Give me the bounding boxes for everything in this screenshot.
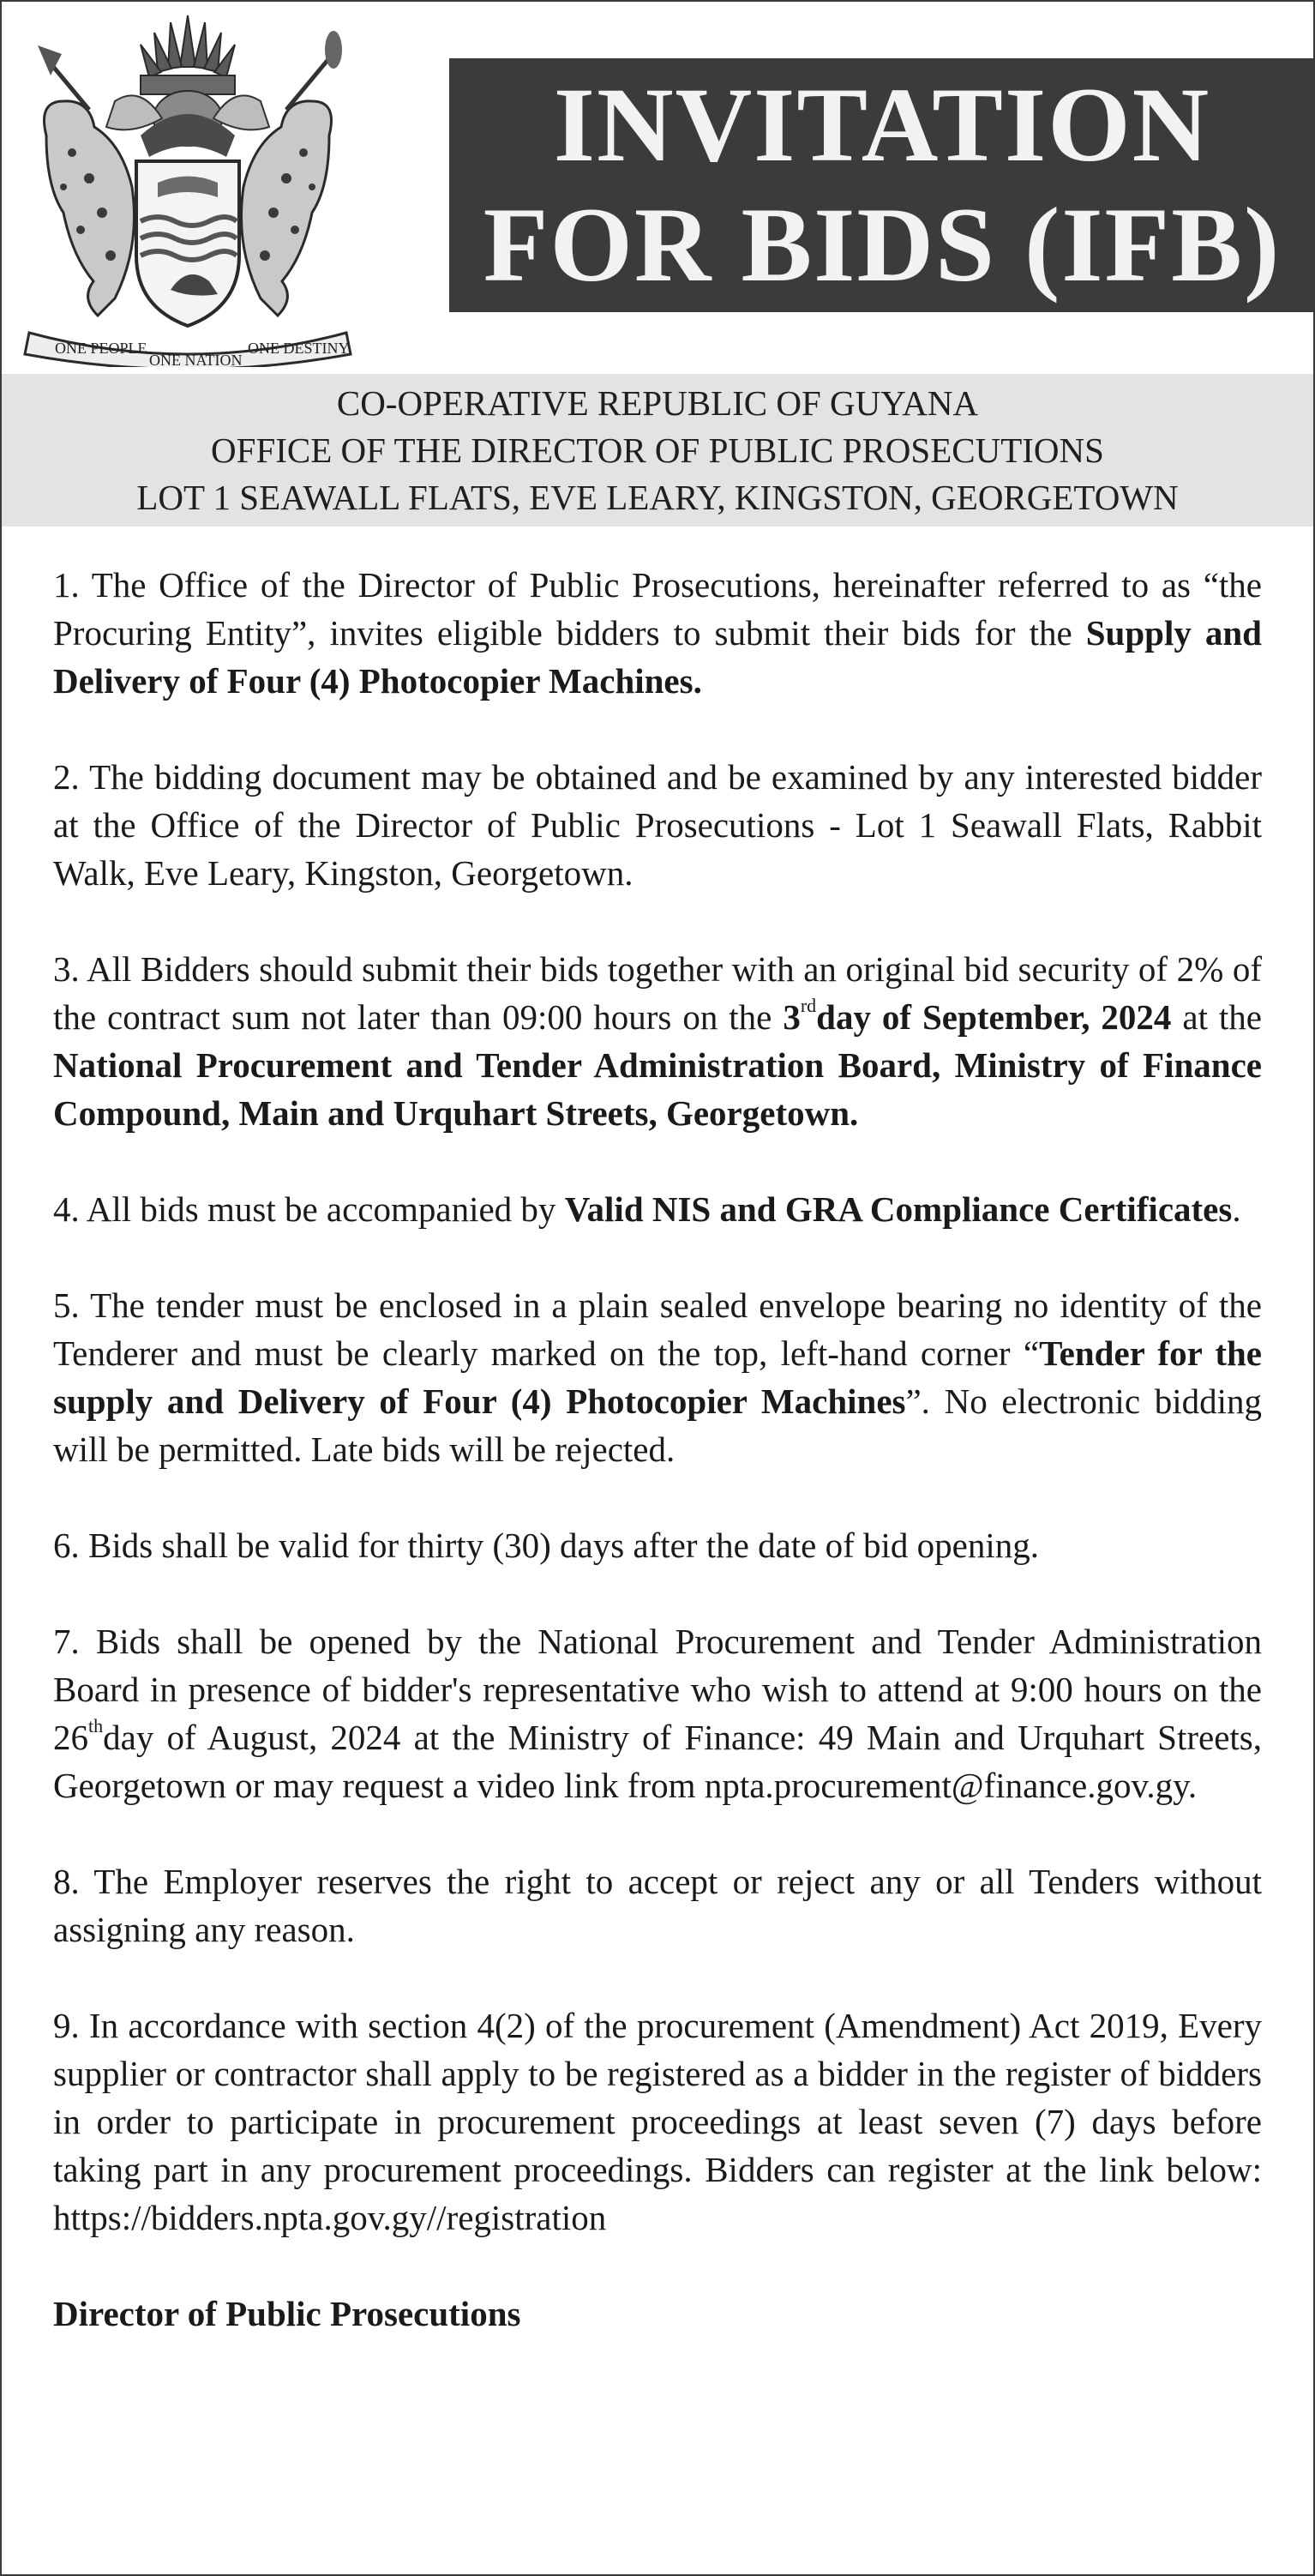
motto-one-destiny: ONE DESTINY [248,340,350,357]
header-country: CO-OPERATIVE REPUBLIC OF GUYANA [336,382,979,423]
paragraph-5: 5. The tender must be enclosed in a plain sealed envelope bearing no identity of the Tenderer and must be clearly marked on the top, left-hand corner “Tender for the supply and Delivery of Four (4) Photocopier Machines”. No electronic bidding will be permitted. Late bids will be rejected. [53,1285,1262,1469]
paragraph-1: 1. The Office of the Director of Public Prosecutions, hereinafter referred to as “the Procuring Entity”, invites eligible bidders to submit their bids for the Supply and Delivery of Four (4) Photocopier Machines. [53,565,1262,701]
paragraph-7: 7. Bids shall be opened by the National Procurement and Tender Administration Board in presence of bidder's representative who wish to attend at 9:00 hours on the 26thday of August, 2024 at the Ministry of Finance: 49 Main and Urquhart Streets, Georgetown or may request a video link from npta.procurement@finance.gov.gy. [53,1622,1262,1805]
guyana-coat-of-arms-icon [12,7,363,367]
item-description: Supply and Delivery of Four (4) Photocopier Machines. [53,613,1262,701]
paragraph-6: 6. Bids shall be valid for thirty (30) days after the date of bid opening. [53,1526,1040,1565]
envelope-marking: Tender for the supply and Delivery of Four (4) Photocopier Machines [53,1333,1262,1421]
notice-body [53,561,1262,2338]
paragraph-3: 3. All Bidders should submit their bids together with an original bid security of 2% of the contract sum not later than 09:00 hours on the 3rdday of September, 2024 at the National Procurement and Tender Administration Board, Ministry of Finance Compound, Main and Urquhart Streets, Georgetown. [53,949,1262,1133]
title-line-2: FOR BIDS (IFB) [483,186,1282,304]
deadline-day: 3 [783,997,801,1037]
submission-location: National Procurement and Tender Administration Board, Ministry of Finance Compound, Main and Urquhart Streets, Georgetown. [53,1045,1262,1133]
required-certificates: Valid NIS and GRA Compliance Certificates [564,1189,1233,1229]
signature: Director of Public Prosecutions [53,2294,521,2333]
paragraph-2: 2. The bidding document may be obtained and be examined by any interested bidder at the Office of the Director of Public Prosecutions - Lot 1 Seawall Flats, Rabbit Walk, Eve Leary, Kingston, Georgetown. [53,757,1262,893]
header-address: LOT 1 SEAWALL FLATS, EVE LEARY, KINGSTON, GEORGETOWN [136,477,1179,517]
paragraph-9: 9. In accordance with section 4(2) of the procurement (Amendment) Act 2019, Every supplier or contractor shall apply to be registered as a bidder in the register of bidders in order to participate in procurement proceedings at least seven (7) days before taking part in any procurement proceedings. Bidders can register at the link below: https://bidders.npta.gov.gy//registration [53,2006,1262,2237]
paragraph-8: 8. The Employer reserves the right to accept or reject any or all Tenders without assigning any reason. [53,1862,1262,1949]
motto-one-people: ONE PEOPLE [55,340,147,357]
issuer-header [2,374,1313,527]
motto-one-nation: ONE NATION [149,352,243,367]
title-line-1: INVITATION [553,66,1211,184]
deadline-date: day of September, 2024 [816,997,1172,1037]
header-office: OFFICE OF THE DIRECTOR OF PUBLIC PROSECUTIONS [211,430,1104,470]
paragraph-4: 4. All bids must be accompanied by Valid NIS and GRA Compliance Certificates. [53,1189,1241,1229]
title-banner [449,58,1315,312]
